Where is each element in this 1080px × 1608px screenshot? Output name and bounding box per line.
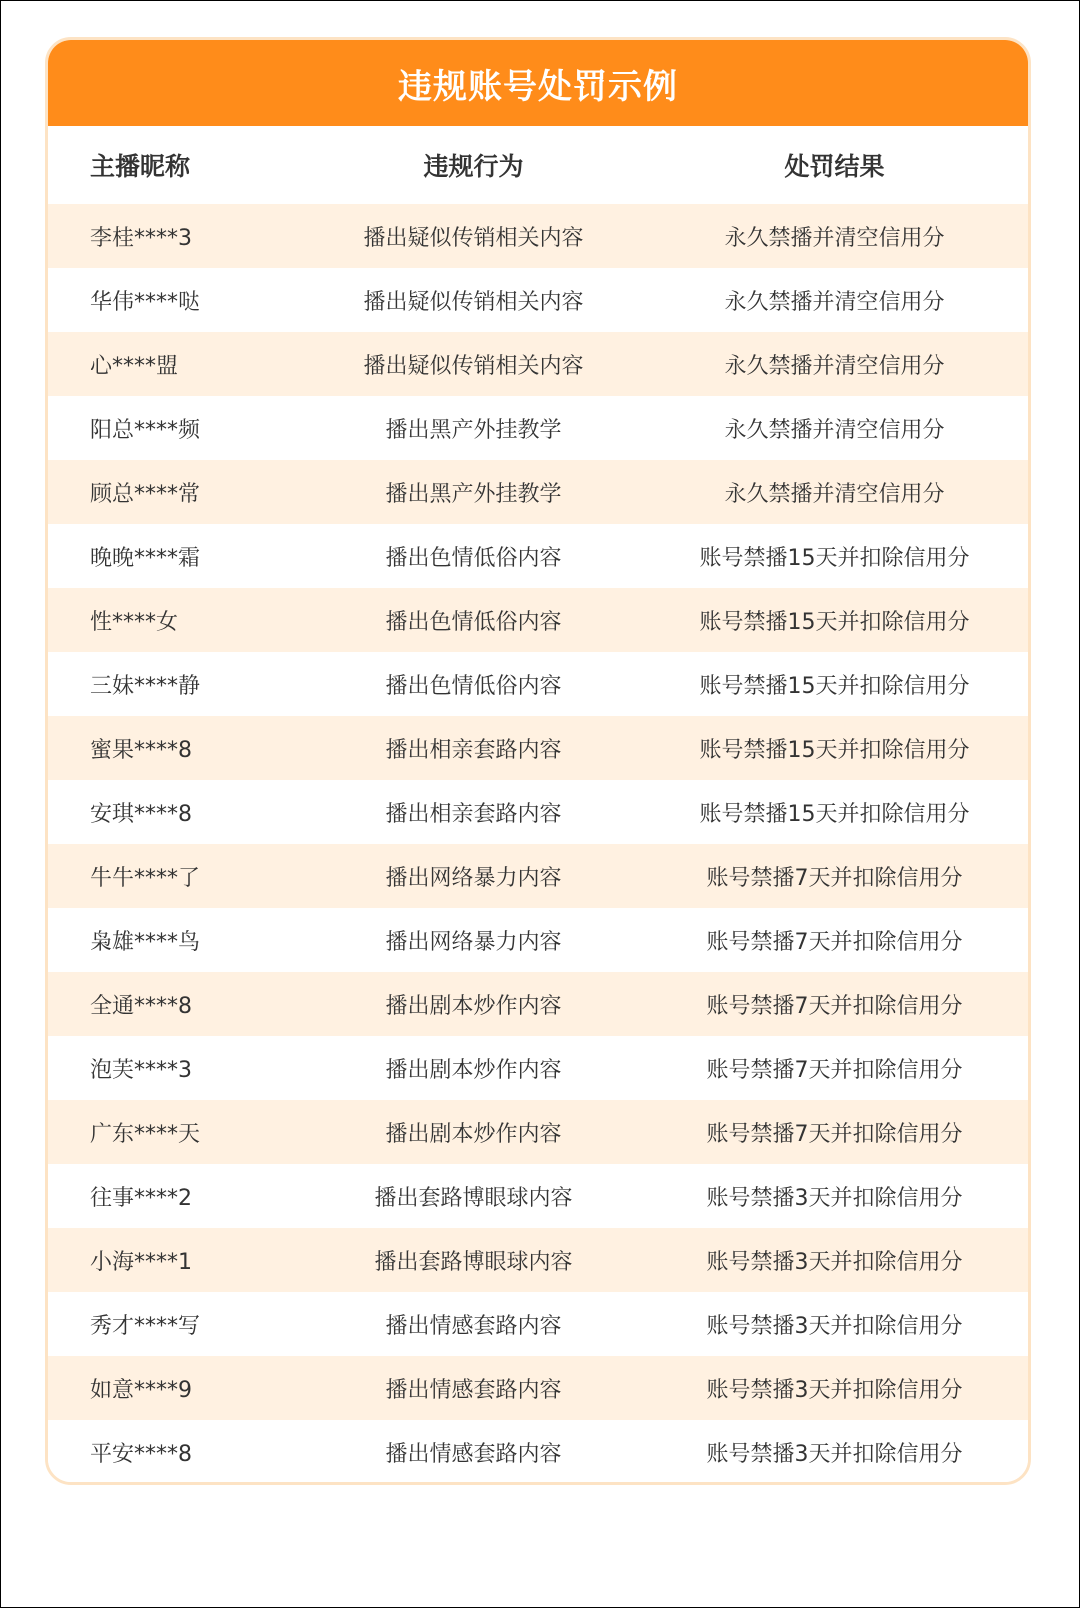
column-header-violation: 违规行为 — [423, 152, 524, 181]
result-cell: 账号禁播3天并扣除信用分 — [706, 1441, 963, 1467]
nickname-cell: 李桂****3 — [90, 225, 192, 251]
nickname-cell: 心****盟 — [90, 353, 179, 379]
table-header — [48, 126, 1028, 204]
table-row — [48, 780, 1028, 844]
violation-cell: 播出网络暴力内容 — [385, 865, 562, 891]
table-row — [48, 652, 1028, 716]
table-row — [48, 204, 1028, 268]
nickname-cell: 秀才****写 — [90, 1313, 201, 1339]
violation-cell: 播出黑产外挂教学 — [385, 481, 562, 507]
violation-cell: 播出疑似传销相关内容 — [363, 353, 584, 379]
nickname-cell: 小海****1 — [90, 1249, 192, 1275]
table-row — [48, 332, 1028, 396]
table-row — [48, 716, 1028, 780]
result-cell: 永久禁播并清空信用分 — [724, 353, 945, 379]
violation-cell: 播出剧本炒作内容 — [385, 993, 562, 1019]
nickname-cell: 晚晚****霜 — [90, 545, 201, 571]
nickname-cell: 三妹****静 — [90, 673, 201, 699]
result-cell: 永久禁播并清空信用分 — [724, 417, 945, 443]
table-row — [48, 1228, 1028, 1292]
result-cell: 账号禁播7天并扣除信用分 — [706, 865, 963, 891]
card-header — [48, 40, 1028, 126]
penalty-table-card — [45, 37, 1031, 1485]
nickname-cell: 安琪****8 — [90, 801, 192, 827]
nickname-cell: 广东****天 — [90, 1121, 201, 1147]
violation-cell: 播出情感套路内容 — [385, 1441, 562, 1467]
violation-cell: 播出色情低俗内容 — [385, 673, 562, 699]
result-cell: 永久禁播并清空信用分 — [724, 481, 945, 507]
table-row — [48, 524, 1028, 588]
nickname-cell: 阳总****频 — [90, 417, 201, 443]
nickname-cell: 枭雄****鸟 — [90, 929, 201, 955]
column-header-nickname: 主播昵称 — [90, 152, 191, 181]
violation-cell: 播出疑似传销相关内容 — [363, 225, 584, 251]
card-title: 违规账号处罚示例 — [398, 66, 678, 107]
table-row — [48, 1036, 1028, 1100]
violation-cell: 播出套路博眼球内容 — [374, 1249, 573, 1275]
column-header-result: 处罚结果 — [784, 152, 885, 181]
violation-cell: 播出网络暴力内容 — [385, 929, 562, 955]
table-row — [48, 908, 1028, 972]
result-cell: 账号禁播3天并扣除信用分 — [706, 1185, 963, 1211]
result-cell: 账号禁播15天并扣除信用分 — [699, 801, 970, 827]
violation-cell: 播出剧本炒作内容 — [385, 1057, 562, 1083]
nickname-cell: 蜜果****8 — [90, 737, 192, 763]
result-cell: 永久禁播并清空信用分 — [724, 225, 945, 251]
result-cell: 账号禁播15天并扣除信用分 — [699, 737, 970, 763]
result-cell: 账号禁播3天并扣除信用分 — [706, 1249, 963, 1275]
violation-cell: 播出相亲套路内容 — [385, 737, 562, 763]
result-cell: 账号禁播7天并扣除信用分 — [706, 1057, 963, 1083]
result-cell: 账号禁播15天并扣除信用分 — [699, 673, 970, 699]
nickname-cell: 性****女 — [90, 609, 179, 635]
violation-cell: 播出相亲套路内容 — [385, 801, 562, 827]
nickname-cell: 如意****9 — [90, 1377, 192, 1403]
violation-cell: 播出情感套路内容 — [385, 1377, 562, 1403]
table-row — [48, 1164, 1028, 1228]
violation-cell: 播出黑产外挂教学 — [385, 417, 562, 443]
table-row — [48, 460, 1028, 524]
nickname-cell: 牛牛****了 — [90, 865, 201, 891]
table-row — [48, 972, 1028, 1036]
table-row — [48, 396, 1028, 460]
table-row — [48, 1420, 1028, 1484]
result-cell: 账号禁播7天并扣除信用分 — [706, 993, 963, 1019]
result-cell: 账号禁播3天并扣除信用分 — [706, 1377, 963, 1403]
table-row — [48, 268, 1028, 332]
table-row — [48, 1100, 1028, 1164]
result-cell: 账号禁播15天并扣除信用分 — [699, 545, 970, 571]
result-cell: 账号禁播15天并扣除信用分 — [699, 609, 970, 635]
result-cell: 账号禁播7天并扣除信用分 — [706, 929, 963, 955]
nickname-cell: 华伟****哒 — [90, 289, 201, 315]
violation-cell: 播出色情低俗内容 — [385, 545, 562, 571]
violation-cell: 播出剧本炒作内容 — [385, 1121, 562, 1147]
violation-cell: 播出色情低俗内容 — [385, 609, 562, 635]
violation-cell: 播出套路博眼球内容 — [374, 1185, 573, 1211]
violation-cell: 播出情感套路内容 — [385, 1313, 562, 1339]
table-row — [48, 1356, 1028, 1420]
result-cell: 永久禁播并清空信用分 — [724, 289, 945, 315]
violation-cell: 播出疑似传销相关内容 — [363, 289, 584, 315]
table-row — [48, 844, 1028, 908]
result-cell: 账号禁播3天并扣除信用分 — [706, 1313, 963, 1339]
result-cell: 账号禁播7天并扣除信用分 — [706, 1121, 963, 1147]
table-body — [48, 204, 1028, 1484]
nickname-cell: 往事****2 — [90, 1185, 192, 1211]
nickname-cell: 平安****8 — [90, 1441, 192, 1467]
nickname-cell: 泡芙****3 — [90, 1057, 192, 1083]
nickname-cell: 顾总****常 — [90, 481, 201, 507]
table-row — [48, 588, 1028, 652]
table-row — [48, 1292, 1028, 1356]
nickname-cell: 全通****8 — [90, 993, 192, 1019]
